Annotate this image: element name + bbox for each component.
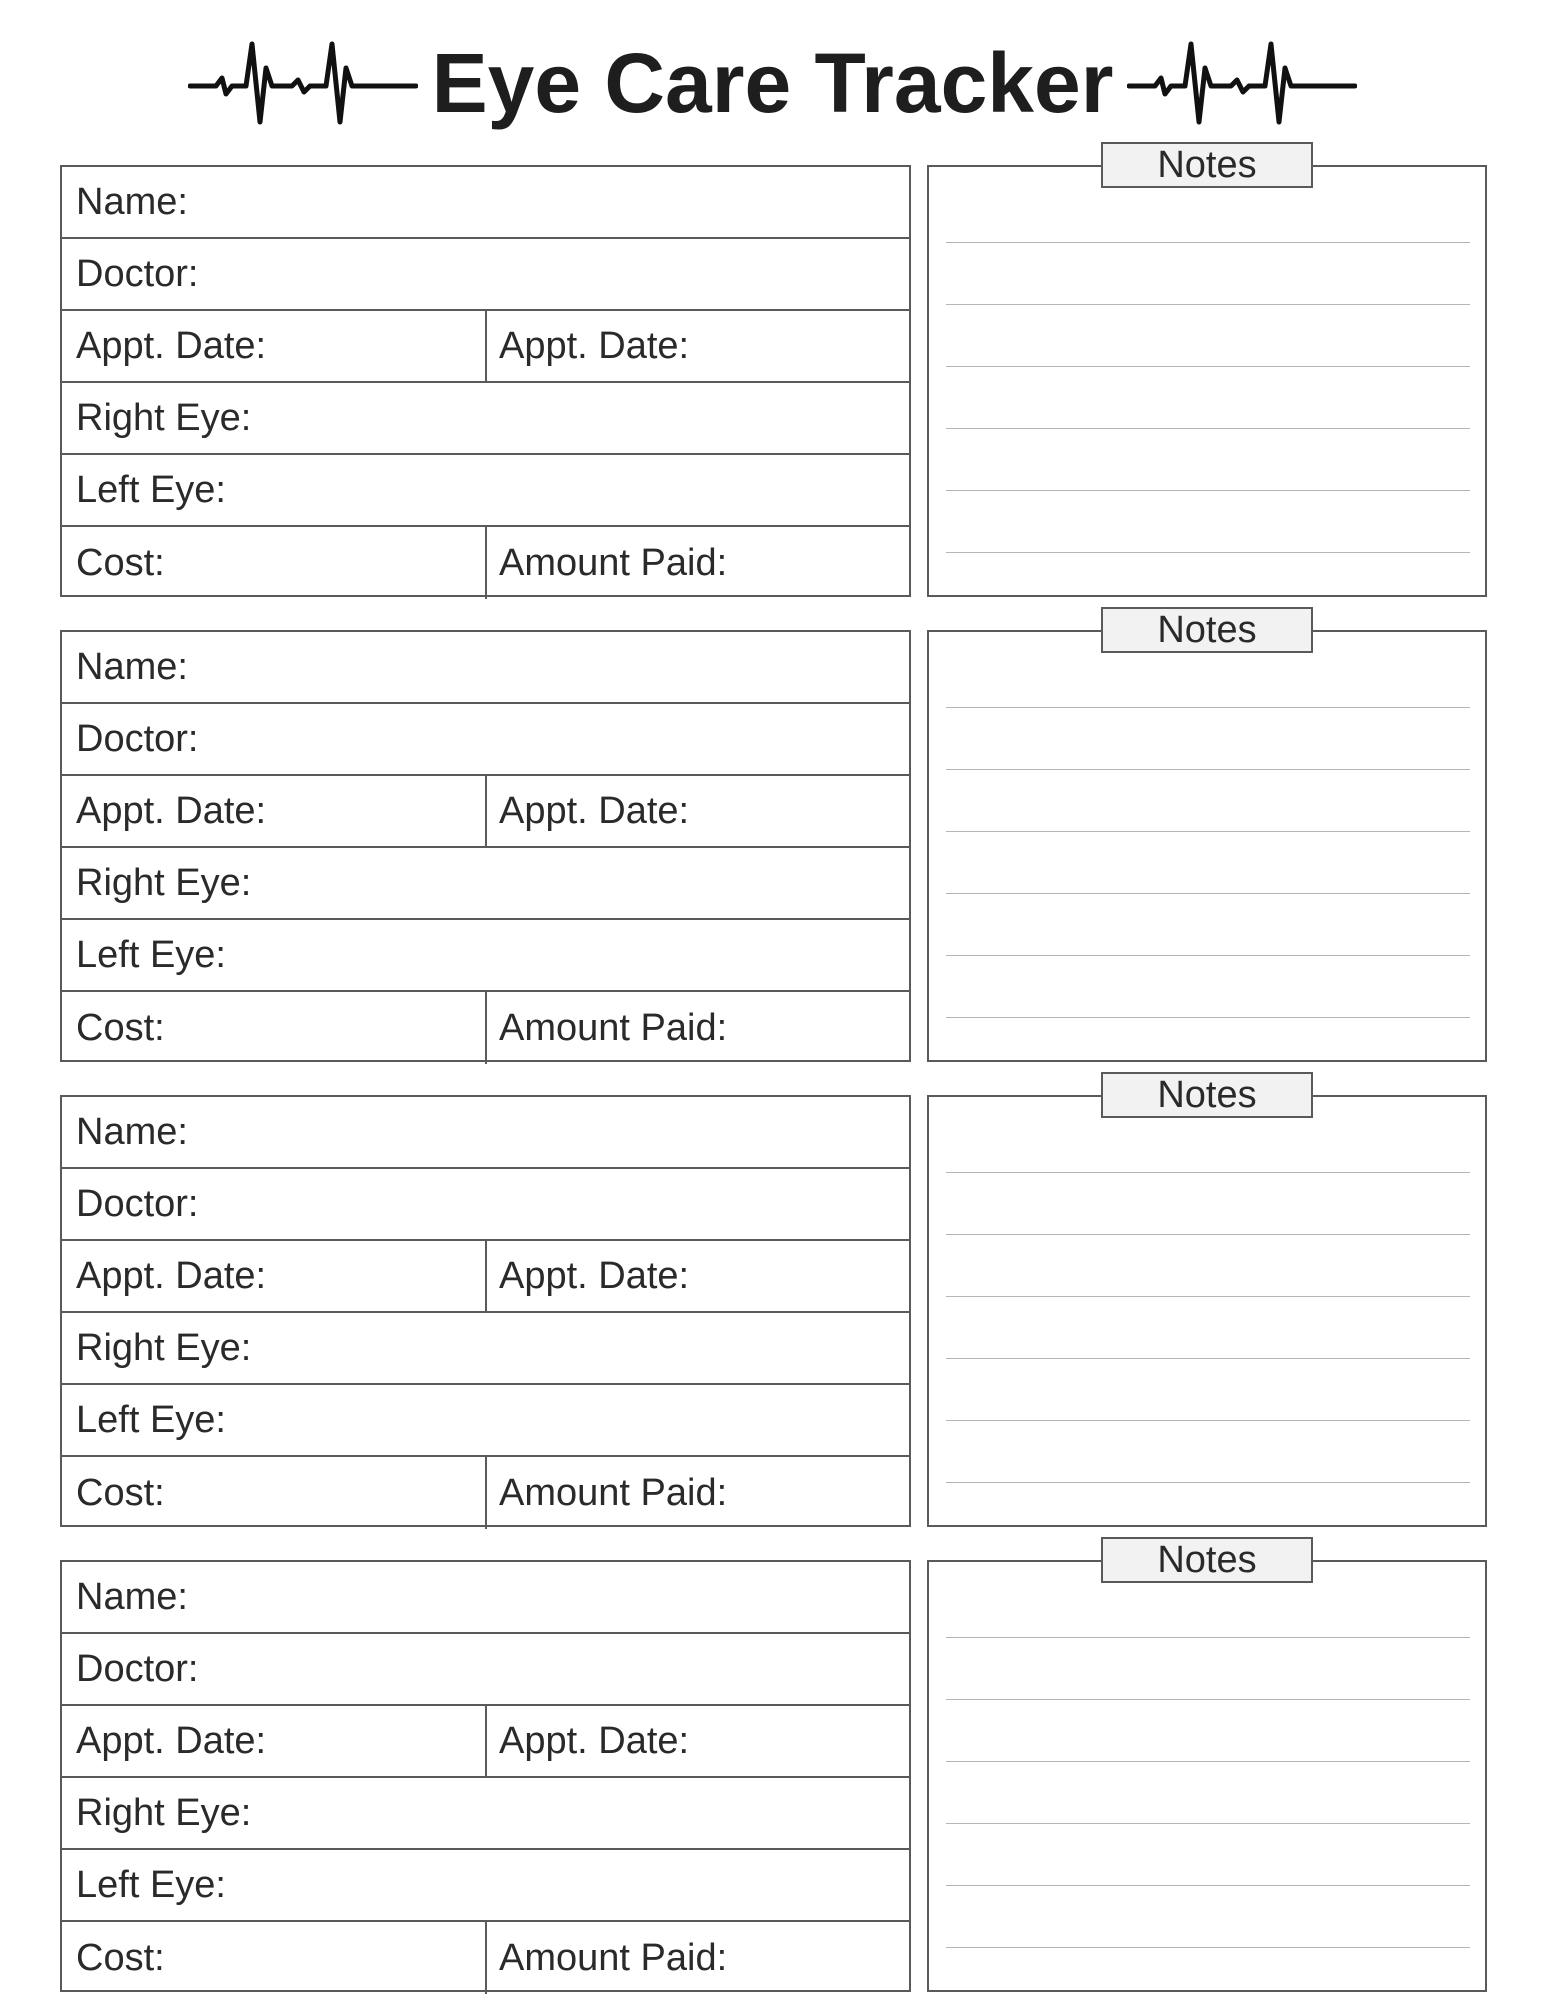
cost-field[interactable]: Cost: xyxy=(76,1471,165,1514)
amount-paid-field[interactable]: Amount Paid: xyxy=(485,992,908,1064)
doctor-label: Doctor: xyxy=(76,252,199,295)
record-block-1 xyxy=(0,144,1545,597)
note-line xyxy=(946,955,1470,956)
name-label: Name: xyxy=(76,180,188,223)
left-eye-label: Left Eye: xyxy=(76,1863,226,1906)
doctor-row[interactable] xyxy=(62,1634,909,1706)
appt-date-field-1[interactable]: Appt. Date: xyxy=(76,324,267,367)
notes-tab-label: Notes xyxy=(1101,607,1313,653)
name-row[interactable] xyxy=(62,167,909,239)
cost-field[interactable]: Cost: xyxy=(76,541,165,584)
appt-date-field-2[interactable]: Appt. Date: xyxy=(485,1706,908,1776)
appt-date-field-1[interactable]: Appt. Date: xyxy=(76,789,267,832)
note-line xyxy=(946,1358,1470,1359)
notes-tab-label: Notes xyxy=(1101,142,1313,188)
left-eye-row[interactable] xyxy=(62,920,909,992)
cost-field[interactable]: Cost: xyxy=(76,1006,165,1049)
name-label: Name: xyxy=(76,1110,188,1153)
right-eye-row[interactable] xyxy=(62,1778,909,1850)
record-form xyxy=(60,1095,911,1527)
note-line xyxy=(946,490,1470,491)
cost-row xyxy=(62,992,909,1064)
left-eye-label: Left Eye: xyxy=(76,468,226,511)
note-line xyxy=(946,1482,1470,1483)
right-eye-label: Right Eye: xyxy=(76,861,252,904)
doctor-row[interactable] xyxy=(62,704,909,776)
note-line xyxy=(946,893,1470,894)
appt-date-field-1[interactable]: Appt. Date: xyxy=(76,1254,267,1297)
cost-row xyxy=(62,1922,909,1994)
left-eye-row[interactable] xyxy=(62,1385,909,1457)
note-line xyxy=(946,1172,1470,1173)
notes-tab-label: Notes xyxy=(1101,1072,1313,1118)
appt-date-field-2[interactable]: Appt. Date: xyxy=(485,311,908,381)
right-eye-row[interactable] xyxy=(62,1313,909,1385)
note-line xyxy=(946,1761,1470,1762)
heartbeat-left-icon xyxy=(188,38,418,128)
appt-date-row xyxy=(62,776,909,848)
notes-box[interactable] xyxy=(927,630,1487,1062)
note-line xyxy=(946,831,1470,832)
appt-date-field-2[interactable]: Appt. Date: xyxy=(485,1241,908,1311)
doctor-label: Doctor: xyxy=(76,717,199,760)
note-line xyxy=(946,1420,1470,1421)
appt-date-row xyxy=(62,1706,909,1778)
note-line xyxy=(946,1234,1470,1235)
left-eye-row[interactable] xyxy=(62,1850,909,1922)
name-label: Name: xyxy=(76,645,188,688)
appt-date-row xyxy=(62,1241,909,1313)
note-line xyxy=(946,769,1470,770)
note-line xyxy=(946,366,1470,367)
notes-tab-label: Notes xyxy=(1101,1537,1313,1583)
record-block-4 xyxy=(0,1539,1545,1992)
notes-box[interactable] xyxy=(927,1560,1487,1992)
note-line xyxy=(946,304,1470,305)
record-form xyxy=(60,1560,911,1992)
doctor-label: Doctor: xyxy=(76,1647,199,1690)
appt-date-row xyxy=(62,311,909,383)
right-eye-label: Right Eye: xyxy=(76,1326,252,1369)
cost-row xyxy=(62,1457,909,1529)
note-line xyxy=(946,1885,1470,1886)
note-line xyxy=(946,1017,1470,1018)
record-form xyxy=(60,165,911,597)
note-line xyxy=(946,1699,1470,1700)
name-label: Name: xyxy=(76,1575,188,1618)
note-line xyxy=(946,1823,1470,1824)
doctor-row[interactable] xyxy=(62,1169,909,1241)
note-line xyxy=(946,428,1470,429)
record-block-3 xyxy=(0,1074,1545,1527)
heartbeat-right-icon xyxy=(1127,38,1357,128)
note-line xyxy=(946,1947,1470,1948)
left-eye-label: Left Eye: xyxy=(76,933,226,976)
cost-row xyxy=(62,527,909,599)
name-row[interactable] xyxy=(62,632,909,704)
notes-box[interactable] xyxy=(927,165,1487,597)
note-line xyxy=(946,242,1470,243)
note-line xyxy=(946,552,1470,553)
name-row[interactable] xyxy=(62,1562,909,1634)
left-eye-label: Left Eye: xyxy=(76,1398,226,1441)
amount-paid-field[interactable]: Amount Paid: xyxy=(485,1922,908,1994)
appt-date-field-2[interactable]: Appt. Date: xyxy=(485,776,908,846)
appt-date-field-1[interactable]: Appt. Date: xyxy=(76,1719,267,1762)
record-form xyxy=(60,630,911,1062)
right-eye-row[interactable] xyxy=(62,848,909,920)
cost-field[interactable]: Cost: xyxy=(76,1936,165,1979)
left-eye-row[interactable] xyxy=(62,455,909,527)
right-eye-label: Right Eye: xyxy=(76,396,252,439)
notes-box[interactable] xyxy=(927,1095,1487,1527)
doctor-label: Doctor: xyxy=(76,1182,199,1225)
note-line xyxy=(946,1296,1470,1297)
right-eye-label: Right Eye: xyxy=(76,1791,252,1834)
page-header xyxy=(0,28,1545,138)
doctor-row[interactable] xyxy=(62,239,909,311)
note-line xyxy=(946,707,1470,708)
name-row[interactable] xyxy=(62,1097,909,1169)
record-block-2 xyxy=(0,609,1545,1062)
amount-paid-field[interactable]: Amount Paid: xyxy=(485,527,908,599)
page-title: Eye Care Tracker xyxy=(431,36,1114,130)
amount-paid-field[interactable]: Amount Paid: xyxy=(485,1457,908,1529)
right-eye-row[interactable] xyxy=(62,383,909,455)
note-line xyxy=(946,1637,1470,1638)
